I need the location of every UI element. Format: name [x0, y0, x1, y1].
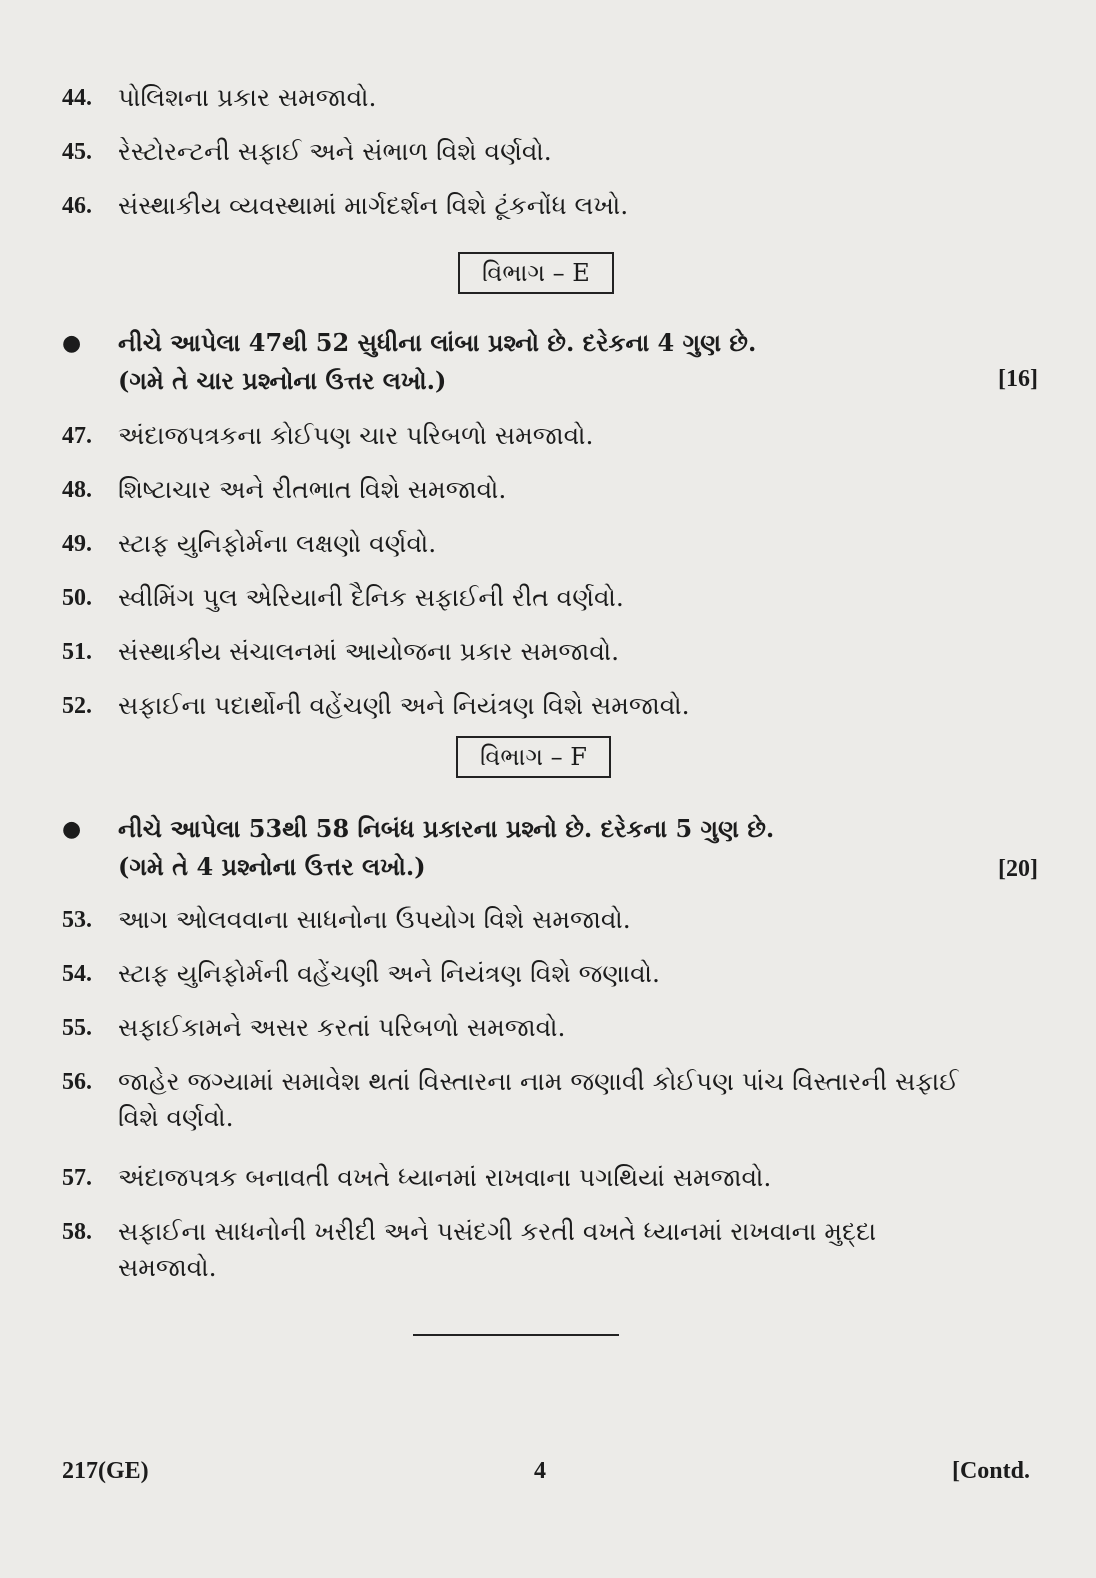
question-number: 51. [62, 639, 92, 665]
question-46 [62, 188, 978, 224]
question-54 [62, 956, 978, 992]
question-49 [62, 526, 978, 562]
question-51 [62, 634, 978, 670]
question-text: પોલિશના પ્રકાર સમજાવો. [118, 83, 377, 112]
section-e-instruction [62, 324, 1042, 400]
question-number: 49. [62, 531, 92, 557]
question-48 [62, 472, 978, 508]
continued-label: [Contd. [951, 1458, 1030, 1484]
bullet-icon: ● [62, 330, 82, 356]
question-text: અંદાજપત્રકના કોઈપણ ચાર પરિબળો સમજાવો. [118, 421, 594, 450]
instruction-line-2: (ગમે તે ચાર પ્રશ્નોના ઉત્તર લખો.) [118, 366, 447, 395]
question-44 [62, 80, 978, 116]
question-52 [62, 688, 978, 724]
bullet-icon: ● [62, 816, 82, 842]
question-50 [62, 580, 978, 616]
section-e-heading: વિભાગ – E [458, 252, 614, 294]
question-number: 55. [62, 1015, 92, 1041]
question-text: સફાઈના પદાર્થોની વહેંચણી અને નિયંત્રણ વિશે સમજાવો. [118, 691, 690, 720]
question-text: અંદાજપત્રક બનાવતી વખતે ધ્યાનમાં રાખવાના પગથિયાં સમજાવો. [118, 1163, 772, 1192]
question-text: સ્ટાફ યુનિફોર્મની વહેંચણી અને નિયંત્રણ વિશે જણાવો. [118, 959, 660, 988]
question-53 [62, 902, 978, 938]
instruction-line-1: નીચે આપેલા 47થી 52 સુધીના લાંબા પ્રશ્નો છે. દરેકના 4 ગુણ છે. [118, 328, 757, 357]
question-number: 52. [62, 693, 92, 719]
question-text: સફાઈના સાધનોની ખરીદી અને પસંદગી કરતી વખતે ધ્યાનમાં રાખવાના મુદ્દા સમજાવો. [118, 1217, 877, 1282]
question-55 [62, 1010, 978, 1046]
question-number: 45. [62, 139, 92, 165]
instruction-line-2: (ગમે તે 4 પ્રશ્નોના ઉત્તર લખો.) [118, 852, 426, 881]
question-text: શિષ્ટાચાર અને રીતભાત વિશે સમજાવો. [118, 475, 507, 504]
question-number: 47. [62, 423, 92, 449]
section-f-marks: [20] [998, 856, 1038, 882]
question-number: 44. [62, 85, 92, 111]
question-56 [62, 1064, 978, 1136]
question-text: સંસ્થાકીય વ્યવસ્થામાં માર્ગદર્શન વિશે ટૂંકનોંધ લખો. [118, 191, 629, 220]
question-text: સ્વીમિંગ પુલ એરિયાની દૈનિક સફાઈની રીત વર્ણવો. [118, 583, 624, 612]
question-number: 58. [62, 1219, 92, 1245]
question-47 [62, 418, 978, 454]
section-f-heading: વિભાગ – F [456, 736, 611, 778]
question-text: સ્ટાફ યુનિફોર્મના લક્ષણો વર્ણવો. [118, 529, 437, 558]
question-number: 53. [62, 907, 92, 933]
question-57 [62, 1160, 978, 1196]
section-f-instruction [62, 810, 1042, 886]
question-number: 56. [62, 1069, 92, 1095]
page-number: 4 [534, 1458, 546, 1484]
section-e-marks: [16] [998, 366, 1038, 392]
question-text: આગ ઓલવવાના સાધનોના ઉપયોગ વિશે સમજાવો. [118, 905, 631, 934]
question-number: 50. [62, 585, 92, 611]
end-rule [413, 1334, 619, 1336]
question-text: સફાઈકામને અસર કરતાં પરિબળો સમજાવો. [118, 1013, 566, 1042]
question-text: રેસ્ટોરન્ટની સફાઈ અને સંભાળ વિશે વર્ણવો. [118, 137, 552, 166]
question-58 [62, 1214, 978, 1286]
instruction-line-1: નીચે આપેલા 53થી 58 નિબંધ પ્રકારના પ્રશ્નો છે. દરેકના 5 ગુણ છે. [118, 814, 775, 843]
question-number: 57. [62, 1165, 92, 1191]
question-number: 46. [62, 193, 92, 219]
question-number: 54. [62, 961, 92, 987]
question-number: 48. [62, 477, 92, 503]
question-45 [62, 134, 978, 170]
question-text: સંસ્થાકીય સંચાલનમાં આયોજના પ્રકાર સમજાવો. [118, 637, 620, 666]
question-text: જાહેર જગ્યામાં સમાવેશ થતાં વિસ્તારના નામ જણાવી કોઈપણ પાંચ વિસ્તારની સફાઈ વિશે વર્ણવો. [118, 1067, 959, 1132]
paper-code: 217(GE) [62, 1458, 149, 1484]
